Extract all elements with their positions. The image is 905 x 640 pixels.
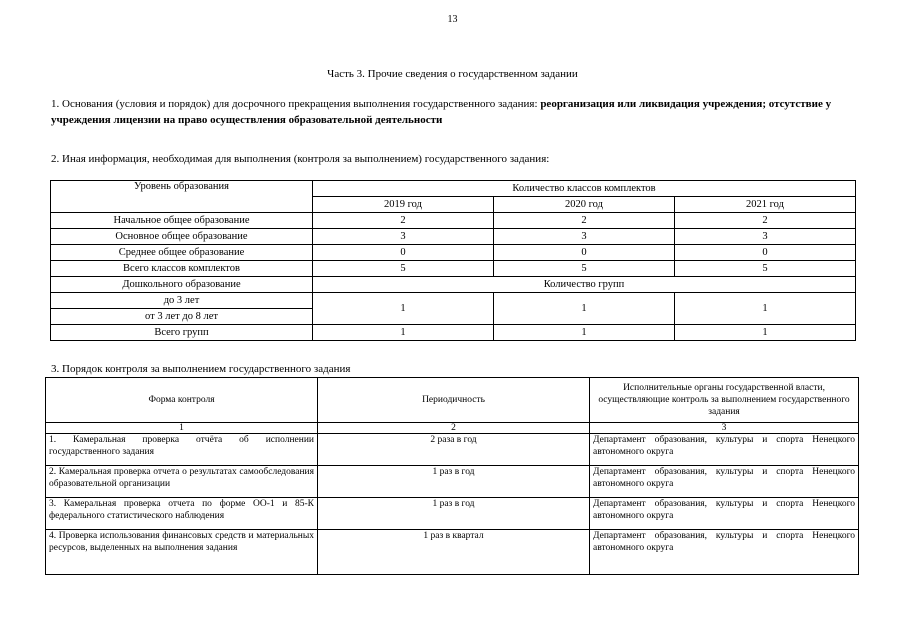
header-year-2020: 2020 год <box>494 197 675 213</box>
table-row <box>51 245 856 261</box>
control-period: 1 раз в год <box>318 466 590 498</box>
row-label: Начальное общее образование <box>51 213 313 229</box>
cell-value: 5 <box>494 261 675 277</box>
groups-header: Количество групп <box>313 277 856 293</box>
control-period: 2 раза в год <box>318 434 590 466</box>
control-organ: Департамент образования, культуры и спорта Ненецкого автономного округа <box>590 530 859 575</box>
section-1-grounds <box>51 96 851 128</box>
table-row <box>51 261 856 277</box>
row-label: Основное общее образование <box>51 229 313 245</box>
header-period: Периодичность <box>318 378 590 423</box>
header-level: Уровень образования <box>51 181 313 213</box>
cell-value: 1 <box>313 325 494 341</box>
part-title: Часть 3. Прочие сведения о государственном задании <box>327 68 578 80</box>
header-year-2019: 2019 год <box>313 197 494 213</box>
cell-value: 3 <box>313 229 494 245</box>
header-year-2021: 2021 год <box>675 197 856 213</box>
control-form: 1. Камеральная проверка отчёта об исполнении государственного задания <box>46 434 318 466</box>
cell-value: 1 <box>313 293 494 325</box>
section-2-title: 2. Иная информация, необходимая для выполнения (контроля за выполнением) государственного задания: <box>51 153 550 165</box>
cell-value: 0 <box>313 245 494 261</box>
control-form: 2. Камеральная проверка отчета о результатах самообследования образовательной организации <box>46 466 318 498</box>
cell-value: 2 <box>494 213 675 229</box>
control-period: 1 раз в квартал <box>318 530 590 575</box>
cell-value: 0 <box>675 245 856 261</box>
control-form: 4. Проверка использования финансовых средств и материальных ресурсов, выделенных на выполнения задания <box>46 530 318 575</box>
column-number: 2 <box>318 423 590 434</box>
row-label: Среднее общее образование <box>51 245 313 261</box>
preschool-label: Дошкольного образование <box>51 277 313 293</box>
header-classes: Количество классов комплектов <box>313 181 856 197</box>
table-row <box>46 498 859 530</box>
header-form: Форма контроля <box>46 378 318 423</box>
cell-value: 1 <box>494 325 675 341</box>
control-period: 1 раз в год <box>318 498 590 530</box>
column-number: 3 <box>590 423 859 434</box>
control-form: 3. Камеральная проверка отчета по форме ОО-1 и 85-К федерального статистического наблюдения <box>46 498 318 530</box>
control-table <box>45 377 859 575</box>
control-organ: Департамент образования, культуры и спорта Ненецкого автономного округа <box>590 466 859 498</box>
table-row <box>46 530 859 575</box>
table-row <box>46 466 859 498</box>
cell-value: 1 <box>675 325 856 341</box>
section-3-title: 3. Порядок контроля за выполнением государственного задания <box>51 363 351 375</box>
cell-value: 2 <box>675 213 856 229</box>
table-row <box>51 229 856 245</box>
table-row <box>46 434 859 466</box>
cell-value: 3 <box>675 229 856 245</box>
control-organ: Департамент образования, культуры и спорта Ненецкого автономного округа <box>590 498 859 530</box>
cell-value: 0 <box>494 245 675 261</box>
total-groups-label: Всего групп <box>51 325 313 341</box>
table-row <box>51 213 856 229</box>
cell-value: 5 <box>675 261 856 277</box>
classes-table <box>50 180 856 341</box>
cell-value: 2 <box>313 213 494 229</box>
column-number: 1 <box>46 423 318 434</box>
cell-value: 1 <box>675 293 856 325</box>
cell-value: 1 <box>494 293 675 325</box>
section-1-text: 1. Основания (условия и порядок) для досрочного прекращения выполнения государственного задания: <box>51 98 541 110</box>
age-row-label: до 3 лет <box>51 293 313 309</box>
cell-value: 3 <box>494 229 675 245</box>
section-1-bold-text: реорганизация или ликвидация учреждения; отсутствие у учреждения лицензии на право осуществления образовательной деятельности <box>51 98 832 126</box>
header-organ: Исполнительные органы государственной власти, осуществляющие контроль за выполнением государственного задания <box>590 378 859 423</box>
control-organ: Департамент образования, культуры и спорта Ненецкого автономного округа <box>590 434 859 466</box>
row-label: Всего классов комплектов <box>51 261 313 277</box>
cell-value: 5 <box>313 261 494 277</box>
page-number: 13 <box>447 14 458 25</box>
age-row-label: от 3 лет до 8 лет <box>51 309 313 325</box>
